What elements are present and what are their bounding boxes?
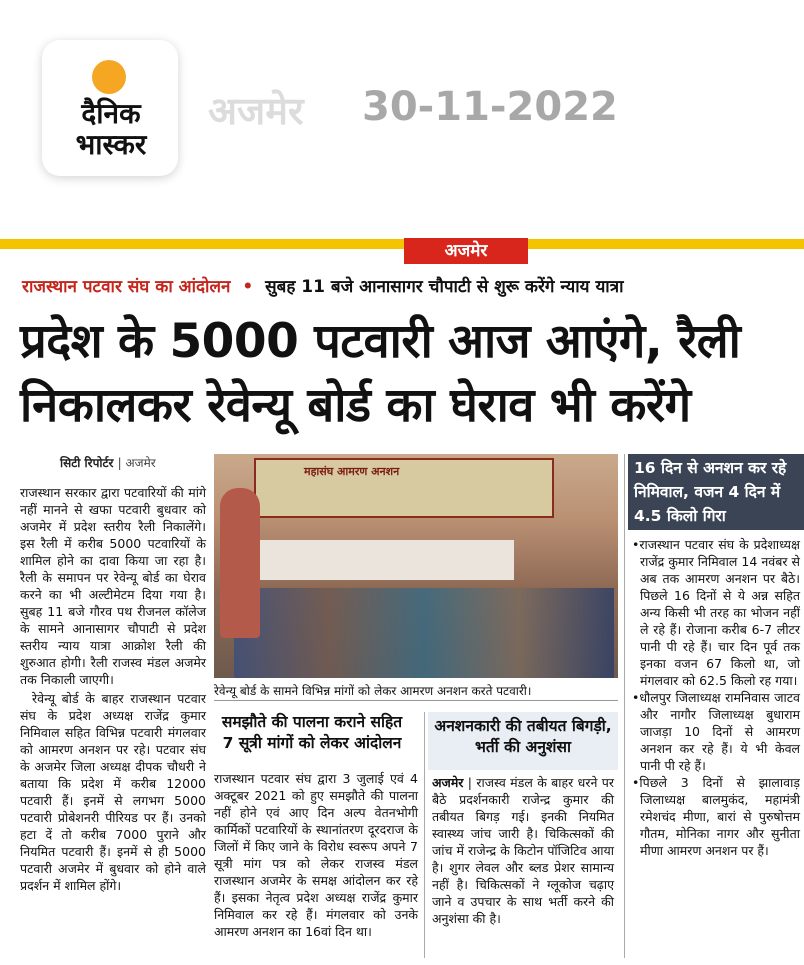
story3-headline: अनशनकारी की तबीयत बिगड़ी, भर्ती की अनुशंसा (434, 717, 612, 756)
headline-line-1: प्रदेश के 5000 पटवारी आज आएंगे, रैली (20, 314, 741, 369)
sidebar-body (632, 536, 800, 859)
photo-caption: रेवेन्यू बोर्ड के सामने विभिन्न मांगों को लेकर आमरण अनशन करते पटवारी। (214, 684, 532, 698)
kicker-detail: सुबह 11 बजे आनासागर चौपाटी से शुरू करेंगे न्याय यात्रा (265, 277, 624, 297)
photo-banner (254, 458, 554, 518)
protest-photo (214, 454, 618, 678)
story3-body: | राजस्व मंडल के बाहर धरने पर बैठे प्रदर्शनकारी राजेन्द्र कुमार की तबीयत बिगड़ गई। इनकी नियमित स्वास्थ्य जांच जारी है। चिकित्सकों की जांच में राजेन्द्र के किटोन पॉजिटिव आया है। शुगर लेवल और ब्लड प्रेशर सामान्य नहीं है। चिकित्सकों ने ग्लूकोज चढ़ाए जाने व उपचार के साथ भर्ती करने की अनुशंसा की है। (432, 775, 614, 926)
sidebar-headline: 16 दिन से अनशन कर रहे निमिवाल, वजन 4 दिन में 4.5 किलो गिरा (628, 454, 804, 530)
story2-headline: समझौते की पालना कराने सहित 7 सूत्री मांगों को लेकर आंदोलन (221, 713, 403, 752)
story3-dateline: अजमेर (432, 775, 464, 790)
section-tag: अजमेर (404, 238, 528, 264)
logo-line-1: दैनिक (81, 97, 141, 130)
story2-body: राजस्थान पटवार संघ द्वारा 3 जुलाई एवं 4 अक्टूबर 2021 को हुए समझौते की पालना नहीं होने एवं आए दिन अल्प वेतनभोगी कार्मिकों पटवारियों के स्थानांतरण दूरदराज के जिलों में किए जाने के विरोध स्वरूप अपने 7 सूत्री मांग पत्र को लेकर राजस्व मंडल राजस्थान अजमेर के समक्ष आंदोलन कर रहे हैं। इसका नेतृत्व प्रदेश अध्यक्ष राजेंद्र कुमार निमिवाल कर रहे हैं। मंगलवार को उनके आमरण अनशन का 16वां दिन था। (214, 771, 418, 939)
byline-location: | अजमेर (117, 456, 156, 470)
main-story-column (20, 484, 206, 894)
sun-icon (92, 60, 126, 94)
story-kicker (22, 274, 624, 297)
logo-line-2: भास्कर (75, 128, 147, 161)
kicker-separator: • (242, 277, 254, 297)
sidebar-divider (624, 454, 625, 958)
photo-banner-text: महासंघ आमरण अनशन (304, 465, 400, 478)
edition-date: 30-11-2022 (362, 84, 618, 130)
kicker-topic: राजस्थान पटवार संघ का आंदोलन (22, 277, 231, 297)
sidebar-point: •धौलपुर जिलाध्यक्ष रामनिवास जाटव और नागौर जिलाध्यक्ष बुधाराम जाजड़ा 10 दिनों से आमरण अनशन कर रहे हैं। ये भी केवल पानी पी रहे हैं। (632, 690, 800, 773)
byline-reporter: सिटी रिपोर्टर (60, 456, 114, 470)
photo-crowd (234, 588, 614, 678)
story3-body-wrap (432, 774, 614, 927)
dainik-bhaskar-logo (42, 40, 178, 176)
caption-divider (214, 700, 618, 701)
sidebar-point: •राजस्थान पटवार संघ के प्रदेशाध्यक्ष राजेंद्र कुमार निमिवाल 14 नवंबर से अब तक आमरण अनशन पर बैठे। पिछले 16 दिनों से ये अन्न सहित अन्य किसी भी तरह का भोजन नहीं ले रहे हैं। रोजाना करीब 6-7 लीटर पानी पी रहे हैं। चार दिन पूर्व तक इनका वजन 67 किलो था, जो मंगलवार को 62.5 किलो रह गया। (632, 537, 800, 688)
byline (60, 454, 156, 471)
main-headline (20, 310, 790, 438)
main-story-para-2: रेवेन्यू बोर्ड के बाहर राजस्थान पटवार संघ के प्रदेश अध्यक्ष राजेंद्र कुमार निमिवाल सहित विभिन्न पटवारी मंगलवार को आमरण अनशन पर रहे। पटवार संघ के अजमेर जिला अध्यक्ष दीपक चौधरी ने बताया कि प्रदेश में करीब 12000 पटवारी हैं। इनमें से लगभग 5000 पटवारी प्रोबेशनरी पीरियड पर हैं। उनको हटा दें तो करीब 7000 पुराने और नियमित पटवारी हैं। इनमें से ही 5000 पटवारी अजमेर में बुधवार को होने वाले प्रदर्शन में शामिल होंगे। (20, 691, 206, 893)
section-divider-bar (0, 239, 804, 249)
photo-stage (254, 540, 514, 580)
headline-line-2: निकालकर रेवेन्यू बोर्ड का घेराव भी करेंगे (20, 378, 691, 433)
logo-wordmark (56, 98, 166, 160)
column-divider (424, 712, 425, 958)
main-story-para-1: राजस्थान सरकार द्वारा पटवारियों की मांगे नहीं मानने से खफा पटवारी बुधवार को अजमेर में प्रदेश स्तरीय रैली निकालेंगे। इस रैली में करीब 5000 पटवारियों के शामिल होने का दावा किया जा रहा है। रैली के समापन पर रेवेन्यू बोर्ड का घेराव करने का भी अल्टीमेटम दिया गया है। सुबह 11 बजे गौरव पथ रीजनल कॉलेज के सामने आनासागर चौपाटी से प्रदेश स्तरीय न्याय यात्रा आक्रोश रैली की शुरुआत होगी। रैली राजस्व मंडल अजमेर तक निकाली जाएगी। (20, 485, 206, 687)
edition-city: अजमेर (208, 89, 304, 133)
sidebar-point: •पिछले 3 दिनों से झालावाड़ जिलाध्यक्ष बालमुकंद, महामंत्री रमेशचंद मीणा, बारां से पुरुषोत्तम गौतम, मोनिका नागर और सुनीता मीणा आमरण अनशन पर हैं। (632, 775, 800, 858)
photo-speaker (220, 488, 260, 638)
